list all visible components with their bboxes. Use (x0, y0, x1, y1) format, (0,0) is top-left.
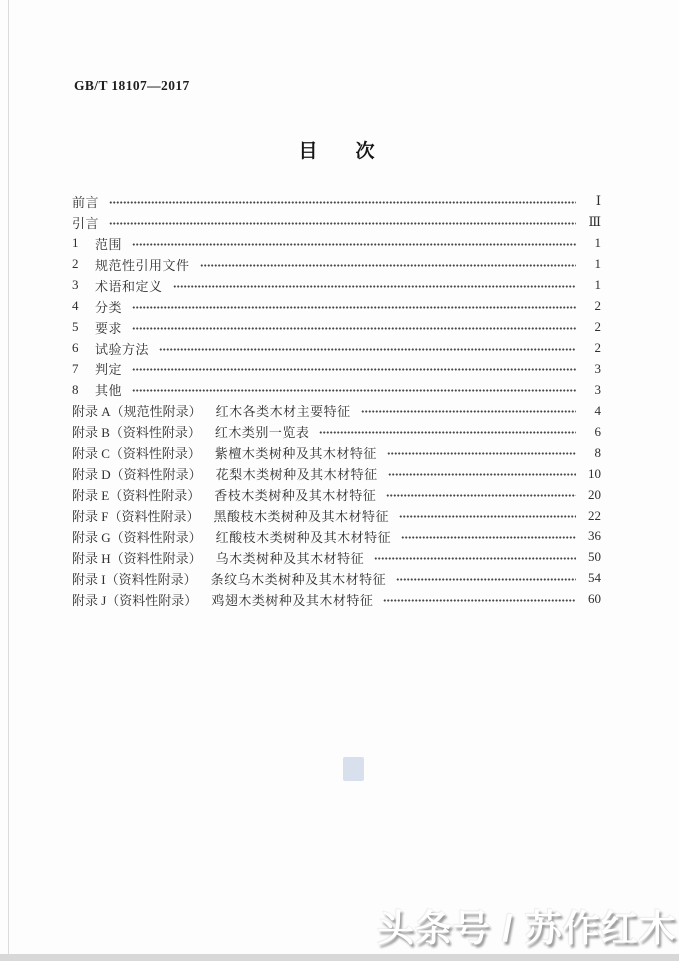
dot-leader (399, 515, 576, 518)
toc-entry-page: 6 (594, 423, 601, 439)
toc-entry (72, 568, 601, 589)
toc-entry-page: 60 (588, 591, 601, 607)
toc-entry (72, 359, 601, 380)
toc-entry-page: 2 (594, 319, 601, 335)
toc-entry-prefix: 1 (72, 235, 79, 251)
dot-leader (109, 222, 576, 225)
dot-leader (173, 285, 576, 288)
toc-entry-prefix: 5 (72, 319, 79, 335)
toc-entry (72, 338, 601, 359)
dot-leader (132, 306, 576, 309)
dot-leader (386, 494, 576, 497)
dot-leader (361, 410, 576, 413)
toc-entry-label: 乌木类树种及其木材特征 (215, 550, 365, 566)
dot-leader (200, 264, 576, 267)
toc-entry-page: 50 (588, 549, 601, 565)
toc-entry-prefix: 附录 F（资料性附录） (72, 509, 200, 525)
toc-entry-label: 其他 (95, 383, 123, 399)
toc-entry-label: 红酸枝木类树种及其木材特征 (215, 529, 392, 545)
toc-entry-label: 判定 (95, 362, 123, 378)
toc-entry-prefix: 附录 G（资料性附录） (72, 529, 202, 545)
toc-entry-page: 20 (588, 486, 601, 502)
toc-entry-prefix: 2 (72, 256, 79, 272)
toc-entry-page: 3 (594, 360, 601, 376)
toc-entry-label: 紫檀木类树种及其木材特征 (214, 446, 377, 462)
standard-code: GB/T 18107—2017 (74, 78, 190, 93)
toc-entry-page: 8 (594, 444, 601, 460)
toc-entry (72, 379, 601, 400)
toc-entry-page: 1 (594, 235, 601, 251)
toc-entry-prefix: 7 (72, 360, 79, 376)
toc-entry (72, 317, 601, 338)
dot-leader (396, 578, 576, 581)
toc-entry (72, 212, 601, 233)
toc-list (72, 191, 601, 610)
toc-entry-page: 10 (588, 465, 601, 481)
title-row (72, 136, 601, 163)
toc-entry-page: 2 (594, 340, 601, 356)
toc-entry-page: Ⅲ (588, 214, 601, 230)
toc-entry-label: 花梨木类树种及其木材特征 (215, 467, 378, 483)
page-title: 目 次 (298, 141, 375, 162)
toc-entry-prefix: 附录 B（资料性附录） (72, 425, 201, 441)
toc-entry-page: 1 (594, 277, 601, 293)
toc-entry-page: Ⅰ (595, 193, 601, 209)
toc-entry-prefix: 3 (72, 277, 79, 293)
toc-entry (72, 296, 601, 317)
toc-entry-label: 试验方法 (95, 341, 150, 357)
toc-entry (72, 463, 601, 484)
toc-entry-page: 4 (594, 402, 601, 418)
toc-entry-page: 22 (588, 507, 601, 523)
toc-entry (72, 589, 601, 610)
page-bottom-edge-strip (0, 954, 679, 961)
toc-entry-label: 香枝木类树种及其木材特征 (214, 488, 377, 504)
toc-entry-prefix: 附录 J（资料性附录） (72, 592, 198, 608)
toc-entry-page: 3 (594, 381, 601, 397)
toc-entry-label: 引言 (72, 215, 100, 231)
dot-leader (374, 557, 576, 560)
page-left-edge-line (8, 0, 9, 961)
toc-entry (72, 400, 601, 421)
dot-leader (383, 599, 576, 602)
toc-entry-page: 36 (588, 528, 601, 544)
toc-entry-page: 1 (594, 256, 601, 272)
watermark-badge-icon (343, 757, 364, 781)
toc-entry (72, 421, 601, 442)
toc-entry (72, 484, 601, 505)
dot-leader (388, 473, 576, 476)
toc-entry-page: 54 (588, 570, 601, 586)
bottom-watermark-text: 头条号 / 苏作红木 (377, 908, 677, 949)
toc-entry (72, 191, 601, 212)
dot-leader (159, 348, 576, 351)
toc-entry-label: 红木各类木材主要特征 (215, 404, 351, 420)
toc-entry-label: 术语和定义 (95, 278, 163, 294)
toc-entry-label: 黑酸枝木类树种及其木材特征 (213, 509, 389, 525)
toc-entry-prefix: 附录 H（资料性附录） (72, 550, 202, 566)
dot-leader (319, 431, 576, 434)
toc-entry (72, 275, 601, 296)
dot-leader (132, 243, 576, 246)
dot-leader (109, 201, 576, 204)
dot-leader (401, 536, 576, 539)
toc-entry-prefix: 6 (72, 340, 79, 356)
toc-entry (72, 505, 601, 526)
toc-entry-label: 鸡翅木类树种及其木材特征 (211, 592, 374, 608)
toc-entry-prefix: 附录 C（资料性附录） (72, 446, 201, 462)
toc-entry-label: 红木类别一览表 (214, 425, 310, 441)
toc-entry-label: 分类 (95, 299, 123, 315)
toc-entry-prefix: 4 (72, 298, 79, 314)
toc-entry (72, 254, 601, 275)
toc-entry-label: 规范性引用文件 (95, 257, 190, 273)
toc-entry-label: 范围 (95, 236, 123, 252)
toc-entry-label: 条纹乌木类树种及其木材特征 (210, 571, 387, 587)
dot-leader (132, 368, 576, 371)
dot-leader (132, 389, 576, 392)
toc-entry (72, 442, 601, 463)
toc-entry-prefix: 附录 D（资料性附录） (72, 467, 202, 483)
dot-leader (387, 452, 576, 455)
dot-leader (132, 327, 576, 330)
toc-entry-prefix: 附录 E（资料性附录） (72, 488, 201, 504)
toc-entry (72, 547, 601, 568)
toc-entry (72, 233, 601, 254)
toc-entry-prefix: 8 (72, 381, 79, 397)
toc-entry-label: 前言 (72, 194, 100, 210)
toc-entry-prefix: 附录 I（资料性附录） (72, 571, 197, 587)
toc-entry-prefix: 附录 A（规范性附录） (72, 404, 202, 420)
toc-entry-label: 要求 (95, 320, 123, 336)
toc-entry (72, 526, 601, 547)
toc-entry-page: 2 (594, 298, 601, 314)
